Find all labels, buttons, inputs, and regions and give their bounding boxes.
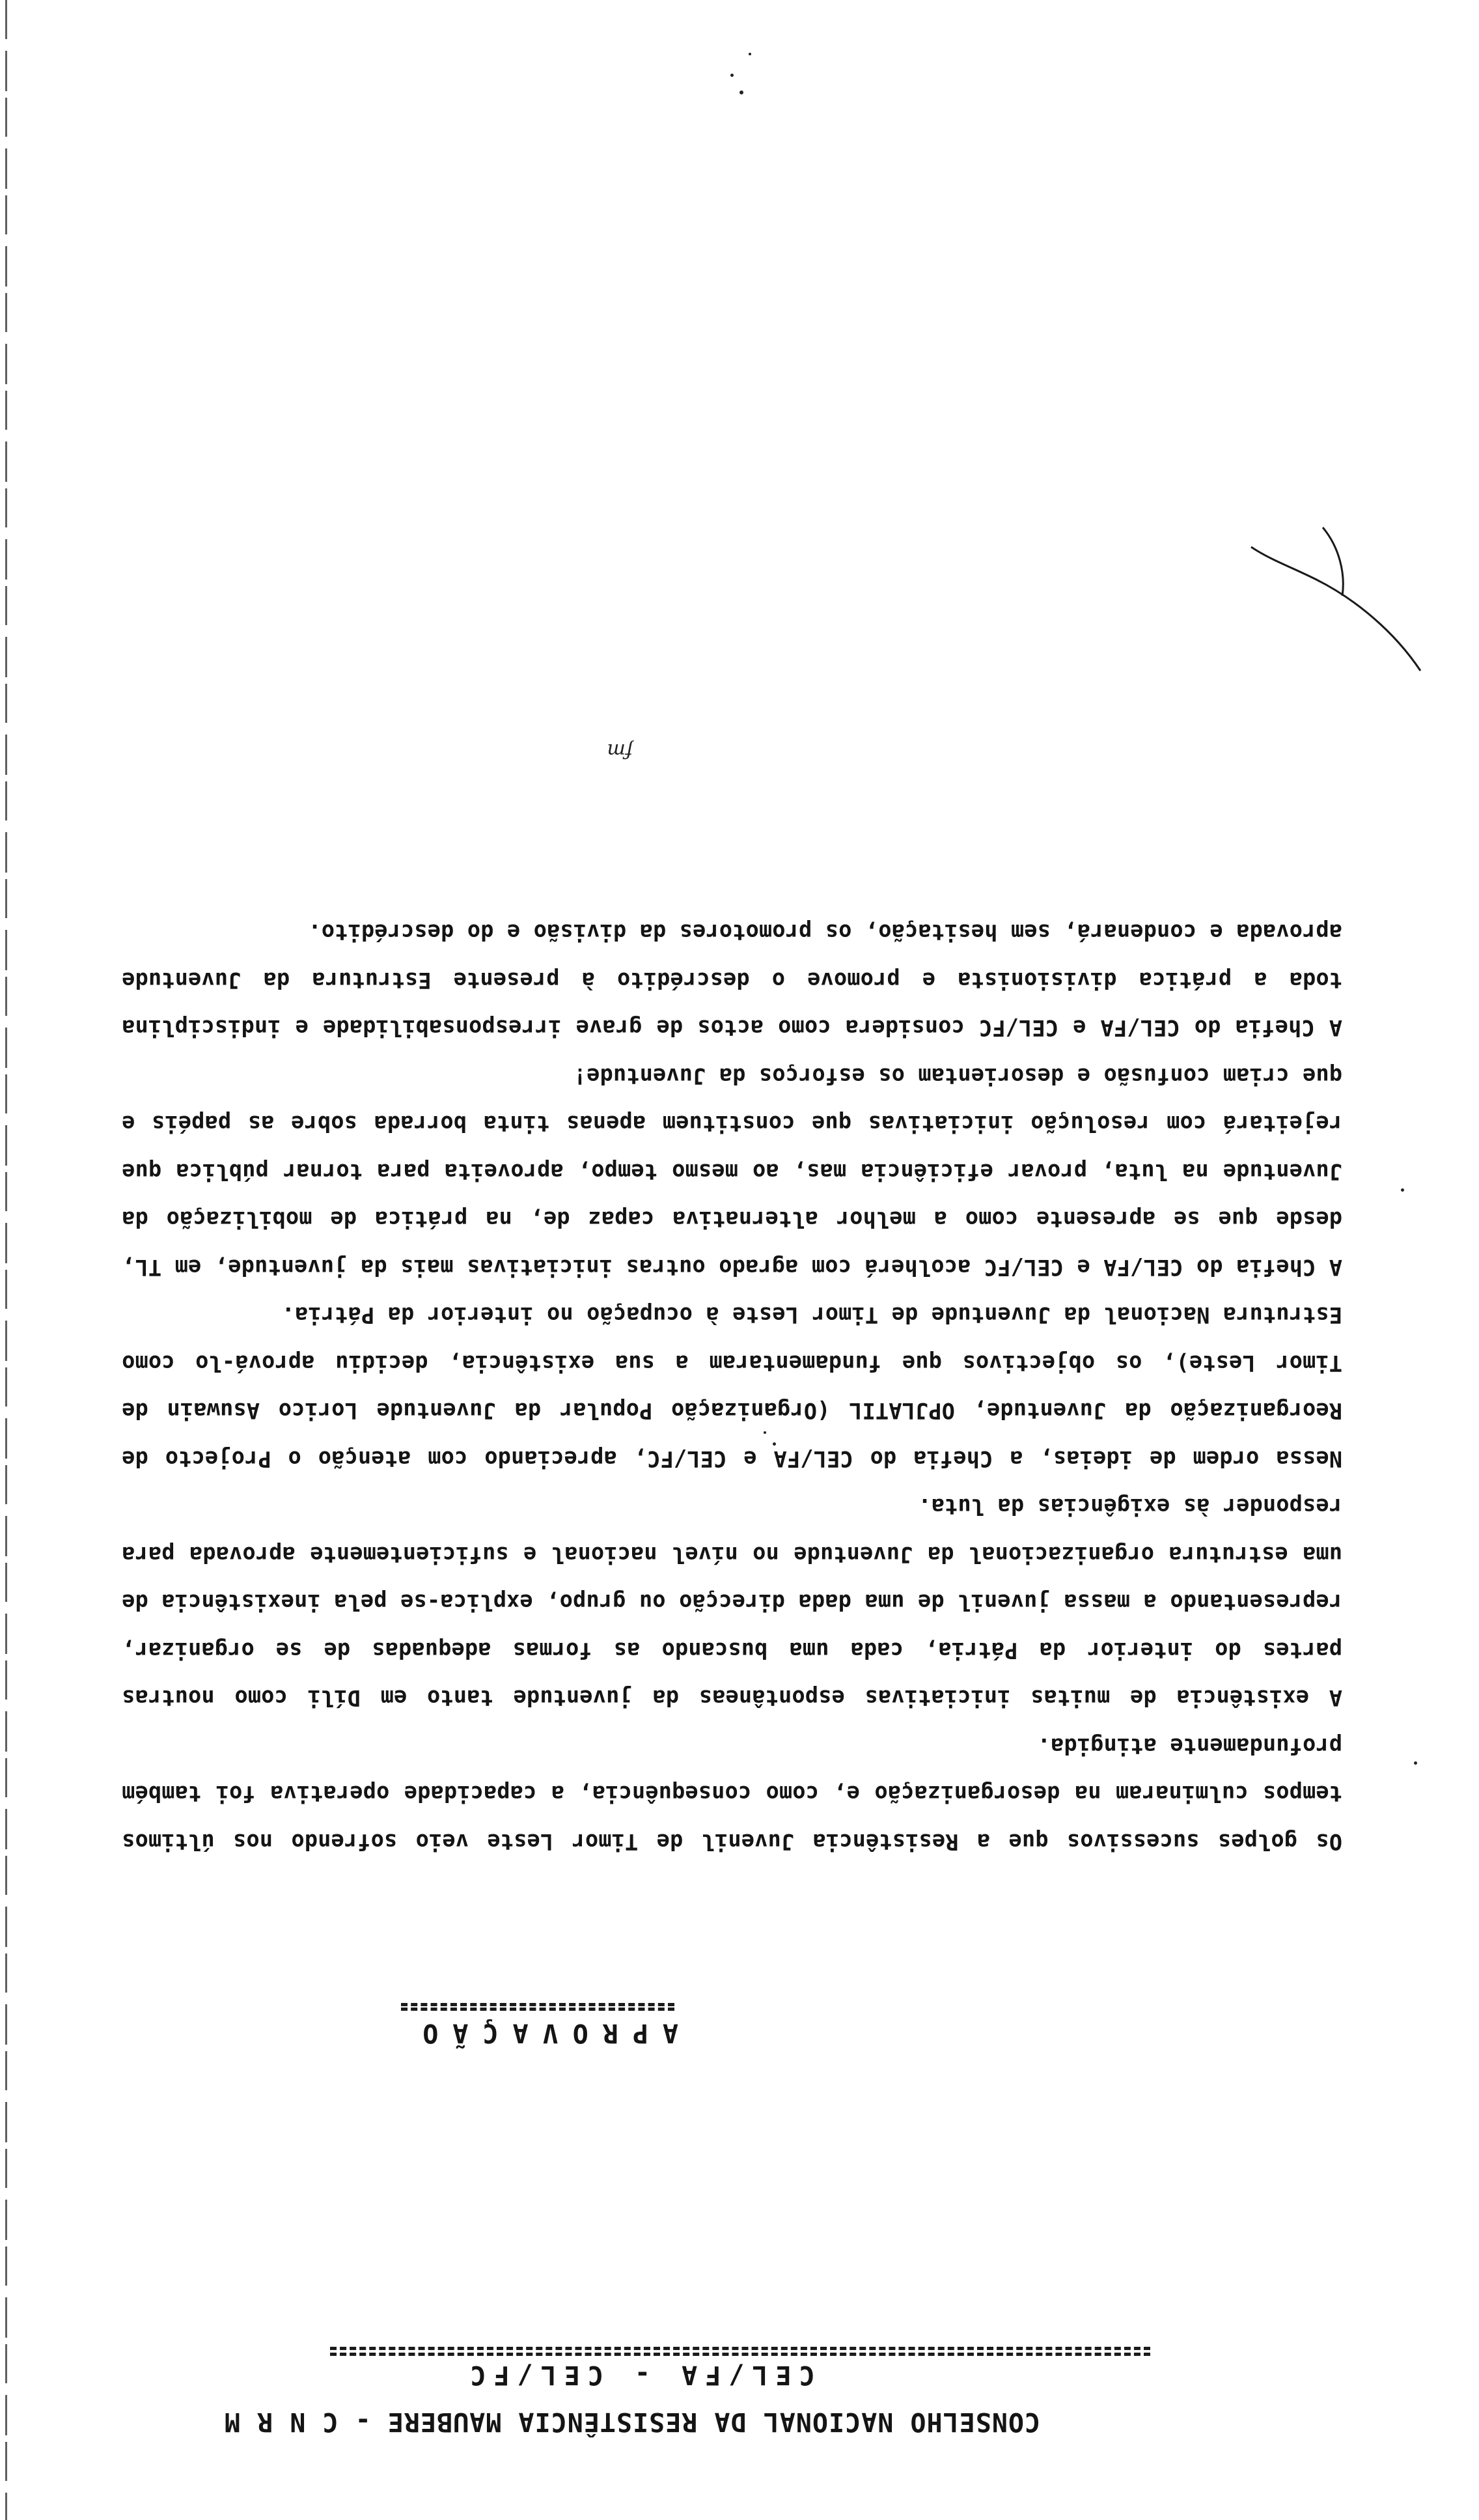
title-double-rule (401, 2003, 674, 2011)
scan-speck (749, 53, 751, 55)
header-double-rule (330, 2347, 1150, 2356)
scan-speck (1401, 1188, 1404, 1192)
paragraph-3: Nessa ordem de ideias, a Chefia do CEL/FA e CEL/FC, apreciando com atenção o Projecto de Reorganização da Juventude, OPJLATIL (Organização Popular da Juventude Lorico Asuwain de Timor Leste), os objectivos que fundamentaram a sua existência, decidiu aprová-lo como Estrutura Nacional da Juventude de Timor Leste à ocupação no interior da Pátria. (122, 1302, 1342, 1472)
scan-speck (740, 91, 743, 94)
scan-speck (730, 74, 734, 77)
document-body (122, 908, 1342, 1866)
units-header: CEL/FA - CEL/FC (462, 2360, 815, 2390)
document-title: APROVAÇÃO (408, 2018, 678, 2048)
paragraph-5: A Chefia do CEL/FA e CEL/FC considera como actos de grave irresponsabilidade e indisciplina toda a prática divisionista e promove o descrédito à presente Estrutura da Juventude aprovada e condenará, sem hesitação, os promotores da divisão e do descrédito. (122, 919, 1342, 1041)
handwritten-initials: fm (607, 739, 633, 762)
paragraph-2: A existência de muitas iniciativas espontâneas da juventude tanto em Díli como noutras partes do interior da Pátria, cada uma buscando as formas adequadas de se organizar, representando a massa juvenil de uma dada direcção ou grupo, explica-se pela inexistência de uma estrutura organizacional da Juventude no nível nacional e suficientemente aprovada para responder às exigências da luta. (122, 1494, 1342, 1711)
scan-speck (1414, 1761, 1417, 1765)
paragraph-4: A Chefia do CEL/FA e CEL/FC acolherá com agrado outras iniciativas mais da juventude, em TL, desde que se apresente como a melhor alternativa capaz de, na prática de mobilização da Juventude na luta, provar eficiência mas, ao mesmo tempo, aproveita para tornar pública que rejeitará com resolução iniciativas que constituem apenas tinta borrada sobre as papéis e que criam confusão e desorientam os esforços da Juventude! (122, 1063, 1342, 1280)
council-header: CONSELHO NACIONAL DA RESISTÊNCIA MAUBERE - C N R M (223, 2407, 1041, 2437)
scan-speck (764, 1431, 766, 1434)
scan-speck (773, 1442, 776, 1446)
paragraph-1: Os golpes sucessivos que a Resistência Juvenil de Timor Leste veio sofrendo nos últimos tempos culminaram na desorganização e, como consequência, a capacidade operativa foi também profundamente atingida. (122, 1733, 1342, 1855)
